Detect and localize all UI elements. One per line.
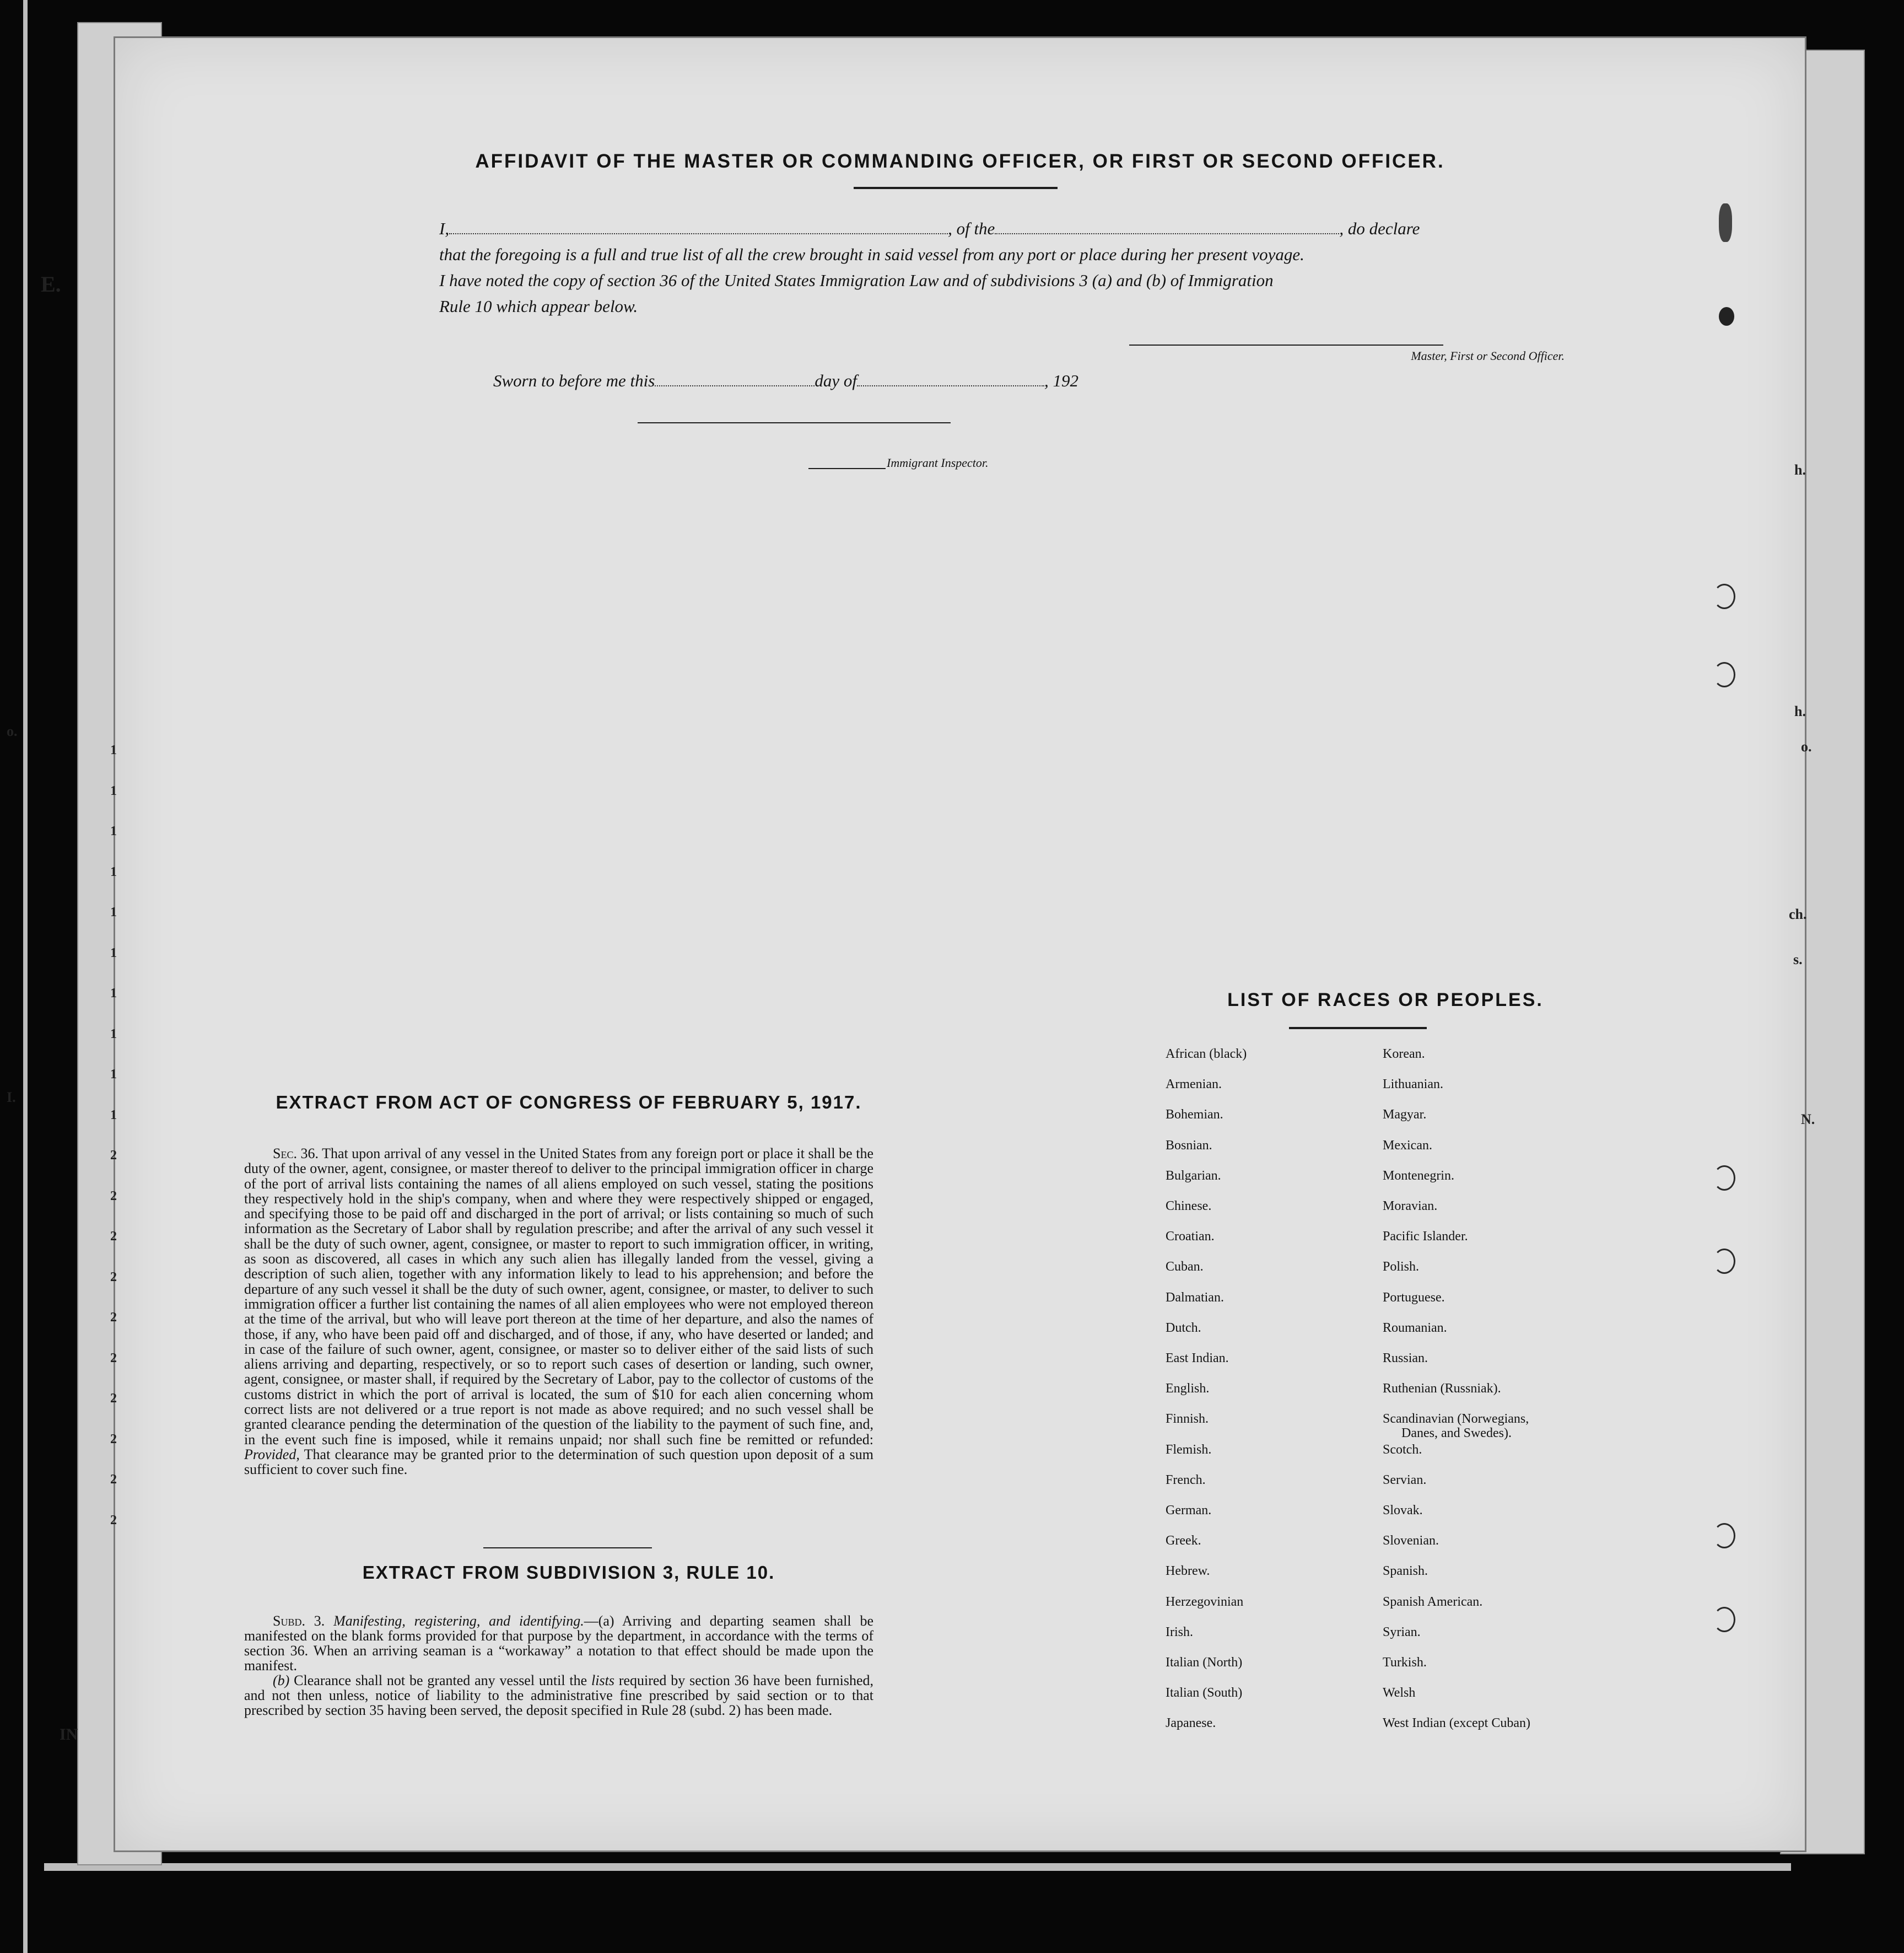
race-item: Spanish. — [1383, 1564, 1428, 1579]
margin-digit: 2 — [110, 1432, 117, 1446]
subd-3-b-label: (b) — [273, 1672, 290, 1688]
race-item: Finnish. — [1166, 1412, 1209, 1427]
race-item: West Indian (except Cuban) — [1383, 1716, 1530, 1731]
race-item: Korean. — [1383, 1047, 1425, 1061]
race-item: Slovak. — [1383, 1503, 1423, 1518]
extract-subdivision-title: EXTRACT FROM SUBDIVISION 3, RULE 10. — [362, 1562, 775, 1583]
subdivision-3-text — [244, 1613, 873, 1718]
margin-digit: 1 — [110, 1067, 117, 1082]
master-signature-line[interactable] — [1129, 345, 1443, 346]
subd-3-a-label: —(a) — [584, 1613, 614, 1629]
race-item: Lithuanian. — [1383, 1077, 1443, 1092]
race-item: Spanish American. — [1383, 1594, 1483, 1609]
race-item: Mexican. — [1383, 1138, 1432, 1153]
margin-digit: 1 — [110, 824, 117, 838]
race-item: Moravian. — [1383, 1199, 1438, 1213]
declaration-i: I, — [439, 219, 450, 238]
race-item: Dutch. — [1166, 1320, 1201, 1335]
binder-mark-icon — [1719, 307, 1734, 326]
sworn-prefix: Sworn to before me this — [493, 371, 655, 390]
race-item: Hebrew. — [1166, 1564, 1210, 1579]
section-36-label: Sec. 36. — [273, 1145, 319, 1161]
section-36-body-2: That clearance may be granted prior to the determination of such question upon deposit of a sum sufficient to cover such fine. — [244, 1446, 874, 1478]
declaration-text — [439, 216, 1464, 319]
margin-digit: 2 — [110, 1229, 117, 1244]
race-item: Portuguese. — [1383, 1290, 1445, 1305]
race-item: Japanese. — [1166, 1716, 1216, 1731]
race-item: Armenian. — [1166, 1077, 1222, 1092]
officer-name-field[interactable] — [449, 217, 948, 234]
race-item: Roumanian. — [1383, 1320, 1447, 1335]
subd-3-b-text-2: required by section 36 have been furnished, and not then unless, notice of liability to the administrative fine prescribed by said section or to that prescribed by section 35 having been served, the deposit specified in Rule 28 (subd. 2) has been made. — [244, 1672, 873, 1718]
race-item: Greek. — [1166, 1534, 1201, 1548]
inspector-caption: Immigrant Inspector. — [887, 456, 989, 470]
race-item: Polish. — [1383, 1260, 1420, 1274]
declaration-do-declare: , do declare — [1339, 219, 1420, 238]
margin-digit: 1 — [110, 905, 117, 919]
margin-digit: 2 — [110, 1472, 117, 1487]
punch-hole-icon — [1713, 1249, 1735, 1274]
declaration-line-3: I have noted the copy of section 36 of the United States Immigration Law and of subdivisions 3 (a) and (b) of Immigration — [439, 271, 1274, 290]
race-item: Italian (North) — [1166, 1655, 1243, 1670]
race-item: Chinese. — [1166, 1199, 1212, 1213]
sworn-month-field[interactable] — [857, 369, 1044, 386]
subd-3-b-text-1: Clearance shall not be granted any vessel until the — [294, 1672, 587, 1688]
inspector-signature-line[interactable] — [638, 422, 951, 423]
subd-3-heading: Manifesting, registering, and identifying. — [333, 1613, 584, 1629]
margin-mark-h-2: h. — [1794, 703, 1806, 719]
margin-digit: 1 — [110, 945, 117, 960]
race-item: Bulgarian. — [1166, 1168, 1221, 1183]
declaration-line-1 — [439, 216, 1464, 241]
race-item: Scandinavian (Norwegians, — [1383, 1412, 1529, 1427]
race-item: English. — [1166, 1381, 1210, 1396]
race-item: Montenegrin. — [1383, 1168, 1454, 1183]
race-item: Pacific Islander. — [1383, 1229, 1468, 1244]
declaration-line-4: Rule 10 which appear below. — [439, 297, 638, 316]
affidavit-title-rule — [854, 187, 1058, 189]
race-item: Dalmatian. — [1166, 1290, 1224, 1305]
punch-hole-icon — [1713, 584, 1735, 609]
race-item: Cuban. — [1166, 1260, 1204, 1274]
section-36-provided: Provided, — [244, 1446, 300, 1462]
margin-digit: 2 — [110, 1391, 117, 1406]
race-item: African (black) — [1166, 1047, 1247, 1061]
margin-digit: 1 — [110, 864, 117, 879]
race-item: French. — [1166, 1472, 1206, 1487]
race-item: Servian. — [1383, 1472, 1427, 1487]
race-item: Ruthenian (Russniak). — [1383, 1381, 1501, 1396]
subd-3-label: Subd. 3. — [273, 1613, 325, 1629]
sworn-day-of: day of — [815, 371, 857, 390]
race-item: Italian (South) — [1166, 1686, 1243, 1701]
race-item: Irish. — [1166, 1624, 1193, 1639]
subd-3-b-lists: lists — [591, 1672, 614, 1688]
subd-3-a-text: Arriving and departing seamen shall be manifested on the blank forms provided for that purpose by the department, in accordance with the terms of section 36. When an arriving seaman is a “workaway” a notation to that effect should be made upon the manifest. — [244, 1613, 874, 1674]
declaration-line-2: that the foregoing is a full and true list of all the crew brought in said vessel from any port or place during her present voyage. — [439, 245, 1304, 264]
margin-digit: 2 — [110, 1148, 117, 1163]
punch-hole-icon — [1713, 1607, 1735, 1632]
binder-mark-icon — [1719, 203, 1732, 242]
margin-mark-s: s. — [1793, 951, 1803, 967]
race-item: Russian. — [1383, 1351, 1428, 1365]
punch-hole-icon — [1713, 1523, 1735, 1548]
sworn-line — [493, 369, 1078, 391]
margin-digit: 2 — [110, 1188, 117, 1203]
race-item: Magyar. — [1383, 1107, 1427, 1122]
margin-mark-n: N. — [1801, 1111, 1815, 1127]
race-item: Bosnian. — [1166, 1138, 1212, 1153]
section-36-text — [244, 1146, 873, 1477]
margin-digit: 1 — [110, 1107, 117, 1122]
manifest-back-sheet — [114, 36, 1806, 1852]
race-item: Welsh — [1383, 1686, 1416, 1701]
margin-mark-o-right: o. — [1801, 739, 1812, 755]
margin-digit: 1 — [110, 743, 117, 757]
race-item: Turkish. — [1383, 1655, 1427, 1670]
margin-mark-ch: ch. — [1789, 906, 1807, 922]
margin-digit: 2 — [110, 1269, 117, 1284]
margin-mark-o: o. — [7, 723, 18, 739]
margin-mark-e: E. — [41, 272, 61, 297]
margin-mark-in: IN — [60, 1725, 78, 1744]
margin-digit: 2 — [110, 1310, 117, 1325]
inspector-caption-leader — [808, 468, 886, 469]
race-item: Syrian. — [1383, 1624, 1421, 1639]
declaration-of-the: , of the — [948, 219, 995, 238]
section-36-body-1: That upon arrival of any vessel in the United States from any foreign port or place it shall be the duty of the owner, agent, consignee, or master thereof to deliver to the principal immigration officer in charge of the port of arrival lists containing the names of all aliens employed on such vessel, stating the positions they respectively hold in the ship's company, when and where they were respectively shipped or engaged, and specifying those to be paid off and discharged in the port of arrival; or lists containing so much of such information as the Secretary of Labor shall by regulation prescribe; and after the arrival of any such vessel it shall be the duty of such owner, agent, consignee, or master to report to such immigration officer, in writing, as soon as discovered, all cases in which any such alien has illegally landed from the vessel, giving a description of such alien, together with any information likely to lead to his apprehension; and before the departure of any such vessel it shall be the duty of such owner, agent, consignee, or master, to deliver to such immigration officer a further list containing the names of all alien employees who were not employed thereon at the time of the arrival, but who will leave port thereon at the time of her departure, and also the names of those, if any, who have been paid off and discharged, and of those, if any, who have deserted or landed; and in case of the failure of such owner, agent, consignee, or master so to deliver either of the said lists of such aliens arriving and departing, respectively, or so to report such cases of desertion or landing, such owner, agent, consignee, or master shall, if required by the Secretary of Labor, pay to the collector of customs of the customs district in which the port of arrival is located, the sum of $10 for each alien concerning whom correct lists are not delivered or a true report is not made as above required; and no such vessel shall be granted clearance pending the determination of the question of the liability to the payment of such fine, and, in the event such fine is imposed, while it remains unpaid; nor shall such fine be remitted or refunded: — [244, 1145, 874, 1448]
margin-digit: 1 — [110, 986, 117, 1000]
extract-act-title: EXTRACT FROM ACT OF CONGRESS OF FEBRUARY 5, 1917. — [276, 1092, 862, 1112]
master-signature-caption: Master, First or Second Officer. — [1411, 349, 1565, 363]
margin-digit: 2 — [110, 1351, 117, 1365]
punch-hole-icon — [1713, 662, 1735, 687]
affidavit-title: AFFIDAVIT OF THE MASTER OR COMMANDING OFFICER, OR FIRST OR SECOND OFFICER. — [475, 150, 1445, 172]
race-item: Bohemian. — [1166, 1107, 1223, 1122]
races-title-rule — [1289, 1027, 1427, 1029]
race-item: Scotch. — [1383, 1442, 1422, 1457]
race-item-continuation: Danes, and Swedes). — [1401, 1426, 1512, 1441]
sworn-day-field[interactable] — [655, 369, 815, 386]
bottom-page-edge — [44, 1863, 1791, 1871]
race-item: Slovenian. — [1383, 1534, 1439, 1548]
race-item: Herzegovinian — [1166, 1594, 1244, 1609]
margin-mark-i: I. — [7, 1089, 16, 1105]
extract-divider-rule — [483, 1547, 652, 1548]
margin-digit: 1 — [110, 1026, 117, 1041]
races-title: LIST OF RACES OR PEOPLES. — [1227, 989, 1544, 1010]
vessel-name-field[interactable] — [995, 217, 1339, 234]
margin-digit: 1 — [110, 783, 117, 798]
punch-hole-icon — [1713, 1165, 1735, 1191]
sworn-year: , 192 — [1044, 371, 1078, 390]
race-item: East Indian. — [1166, 1351, 1229, 1365]
race-item: Croatian. — [1166, 1229, 1215, 1244]
margin-digit: 2 — [110, 1513, 117, 1527]
race-item: Flemish. — [1166, 1442, 1212, 1457]
margin-mark-h-1: h. — [1794, 462, 1806, 478]
left-page-edge — [23, 0, 28, 1953]
race-item: German. — [1166, 1503, 1212, 1518]
